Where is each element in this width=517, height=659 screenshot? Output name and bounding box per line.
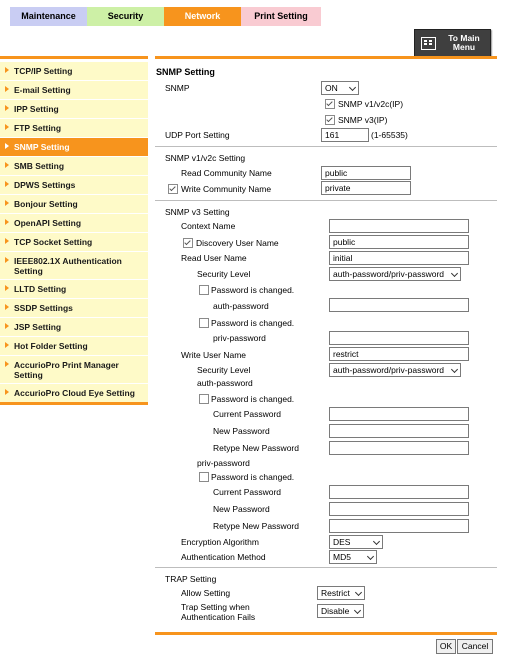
read-community-input[interactable]: public (321, 166, 411, 180)
password-changed-label: Password is changed. (211, 318, 295, 328)
arrow-right-icon (5, 361, 9, 367)
password-changed-label: Password is changed. (211, 285, 295, 295)
ok-button[interactable]: OK (436, 639, 456, 654)
priv-retype-password-label: Retype New Password (213, 521, 299, 531)
v3-section-title: SNMP v3 Setting (165, 207, 230, 217)
encryption-algorithm-select[interactable]: DES (329, 535, 383, 549)
write-security-level-label: Security Level (197, 365, 251, 375)
read-auth-password-label: auth-password (213, 301, 269, 311)
password-changed-label: Password is changed. (211, 394, 295, 404)
tab-security[interactable]: Security (87, 7, 164, 26)
arrow-right-icon (5, 219, 9, 225)
context-name-input[interactable] (329, 219, 469, 233)
udp-port-range: (1-65535) (371, 130, 408, 140)
read-priv-password-input[interactable] (329, 331, 469, 345)
auth-current-password-input[interactable] (329, 407, 469, 421)
discovery-user-input[interactable]: public (329, 235, 469, 249)
read-security-level-select[interactable]: auth-password/priv-password (329, 267, 461, 281)
sidebar-item-accuriopro-print-manager[interactable]: AccurioPro Print Manager Setting (0, 356, 148, 384)
sidebar-item-lltd[interactable]: LLTD Setting (0, 280, 148, 299)
arrow-right-icon (5, 342, 9, 348)
snmp-v3-label: SNMP v3(IP) (338, 115, 388, 125)
auth-current-password-label: Current Password (213, 409, 282, 419)
sidebar-item-email[interactable]: E-mail Setting (0, 81, 148, 100)
sidebar-bottom-rule (0, 402, 148, 405)
sidebar-top-rule (0, 56, 148, 59)
to-main-menu-button[interactable] (414, 29, 491, 57)
priv-retype-password-input[interactable] (329, 519, 469, 533)
write-user-input[interactable]: restrict (329, 347, 469, 361)
menu-grid-icon (421, 37, 436, 50)
sidebar-item-openapi[interactable]: OpenAPI Setting (0, 214, 148, 233)
udp-port-input[interactable]: 161 (321, 128, 369, 142)
snmp-v3-checkbox[interactable] (325, 115, 335, 125)
sidebar-item-snmp[interactable]: SNMP Setting (0, 138, 148, 157)
content-top-rule (155, 56, 497, 59)
sidebar-item-ftp[interactable]: FTP Setting (0, 119, 148, 138)
tab-maintenance[interactable]: Maintenance (10, 7, 87, 26)
arrow-right-icon (5, 389, 9, 395)
arrow-right-icon (5, 67, 9, 73)
trap-section-title: TRAP Setting (165, 574, 217, 584)
sidebar-item-jsp[interactable]: JSP Setting (0, 318, 148, 337)
read-priv-password-changed-checkbox[interactable] (199, 318, 209, 328)
priv-current-password-label: Current Password (213, 487, 282, 497)
context-name-label: Context Name (181, 221, 236, 231)
sidebar-item-tcpip[interactable]: TCP/IP Setting (0, 62, 148, 81)
sidebar-item-hot-folder[interactable]: Hot Folder Setting (0, 337, 148, 356)
chevron-down-icon (349, 84, 356, 91)
chevron-down-icon (373, 538, 380, 545)
snmp-label: SNMP (165, 83, 190, 93)
sidebar-item-bonjour[interactable]: Bonjour Setting (0, 195, 148, 214)
snmp-v1v2c-label: SNMP v1/v2c(IP) (338, 99, 404, 109)
sidebar (0, 62, 148, 403)
arrow-right-icon (5, 124, 9, 130)
write-priv-password-changed-checkbox[interactable] (199, 472, 209, 482)
arrow-right-icon (5, 304, 9, 310)
sidebar-item-smb[interactable]: SMB Setting (0, 157, 148, 176)
sidebar-item-ipp[interactable]: IPP Setting (0, 100, 148, 119)
arrow-right-icon (5, 257, 9, 263)
arrow-right-icon (5, 181, 9, 187)
to-main-menu-label: To Main Menu (448, 33, 480, 52)
trap-auth-fail-label: Trap Setting when Authentication Fails (181, 602, 256, 622)
auth-new-password-input[interactable] (329, 424, 469, 438)
arrow-right-icon (5, 86, 9, 92)
arrow-right-icon (5, 200, 9, 206)
read-user-input[interactable]: initial (329, 251, 469, 265)
chevron-down-icon (367, 553, 374, 560)
read-priv-password-label: priv-password (213, 333, 266, 343)
arrow-right-icon (5, 285, 9, 291)
priv-new-password-input[interactable] (329, 502, 469, 516)
read-auth-password-input[interactable] (329, 298, 469, 312)
chevron-down-icon (451, 270, 458, 277)
divider (155, 200, 497, 201)
authentication-method-select[interactable]: MD5 (329, 550, 377, 564)
divider (155, 567, 497, 568)
v1v2c-section-title: SNMP v1/v2c Setting (165, 153, 246, 163)
allow-setting-select[interactable]: Restrict (317, 586, 365, 600)
page-title: SNMP Setting (156, 67, 215, 77)
read-community-label: Read Community Name (181, 168, 272, 178)
priv-current-password-input[interactable] (329, 485, 469, 499)
chevron-down-icon (355, 589, 362, 596)
sidebar-item-tcp-socket[interactable]: TCP Socket Setting (0, 233, 148, 252)
auth-retype-password-input[interactable] (329, 441, 469, 455)
auth-retype-password-label: Retype New Password (213, 443, 299, 453)
sidebar-item-accuriopro-cloud-eye[interactable]: AccurioPro Cloud Eye Setting (0, 384, 148, 403)
priv-new-password-label: New Password (213, 504, 270, 514)
chevron-down-icon (451, 366, 458, 373)
divider (155, 146, 497, 147)
arrow-right-icon (5, 238, 9, 244)
auth-new-password-label: New Password (213, 426, 270, 436)
write-auth-password-heading: auth-password (197, 378, 253, 388)
chevron-down-icon (354, 607, 361, 614)
udp-port-label: UDP Port Setting (165, 130, 230, 140)
sidebar-item-ssdp[interactable]: SSDP Settings (0, 299, 148, 318)
trap-auth-fail-select[interactable]: Disable (317, 604, 364, 618)
discovery-user-checkbox[interactable] (183, 238, 193, 248)
arrow-right-icon (5, 323, 9, 329)
write-security-level-select[interactable]: auth-password/priv-password (329, 363, 461, 377)
snmp-select[interactable]: ON (321, 81, 359, 95)
arrow-right-icon (5, 162, 9, 168)
authentication-method-label: Authentication Method (181, 552, 266, 562)
tab-print-setting[interactable]: Print Setting (241, 7, 321, 26)
allow-setting-label: Allow Setting (181, 588, 231, 598)
encryption-algorithm-label: Encryption Algorithm (181, 537, 259, 547)
cancel-button[interactable]: Cancel (457, 639, 493, 654)
tab-network[interactable]: Network (164, 7, 241, 26)
write-user-label: Write User Name (181, 350, 247, 360)
snmp-v1v2c-checkbox[interactable] (325, 99, 335, 109)
write-community-label: Write Community Name (181, 184, 272, 194)
write-auth-password-changed-checkbox[interactable] (199, 394, 209, 404)
write-community-checkbox[interactable] (168, 184, 178, 194)
arrow-right-icon (5, 105, 9, 111)
write-priv-password-heading: priv-password (197, 458, 250, 468)
read-auth-password-changed-checkbox[interactable] (199, 285, 209, 295)
write-community-input[interactable]: private (321, 181, 411, 195)
content-bottom-rule (155, 632, 497, 635)
discovery-user-label: Discovery User Name (196, 238, 279, 248)
read-user-label: Read User Name (181, 253, 247, 263)
read-security-level-label: Security Level (197, 269, 251, 279)
sidebar-item-dpws[interactable]: DPWS Settings (0, 176, 148, 195)
arrow-right-icon (5, 143, 9, 149)
sidebar-item-ieee8021x[interactable]: IEEE802.1X Authentication Setting (0, 252, 148, 280)
password-changed-label: Password is changed. (211, 472, 295, 482)
